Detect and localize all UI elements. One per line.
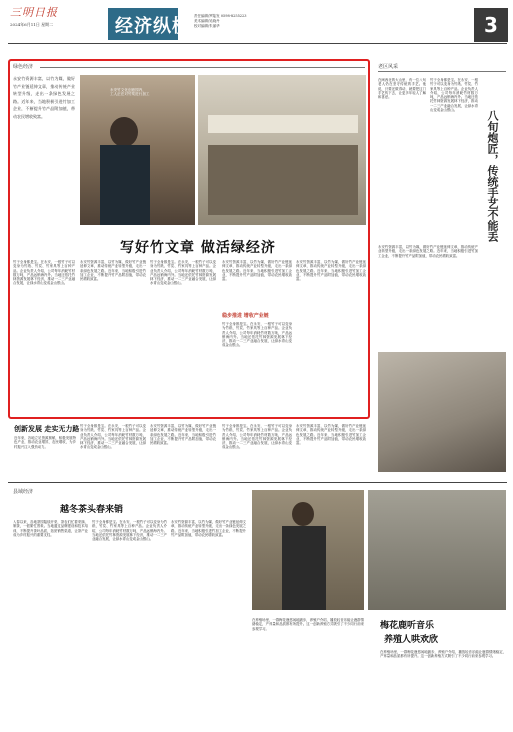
right-section-label: 老区风采 <box>378 64 399 70</box>
lower-text-3: 永安竹资源丰富，以竹为媒，做好竹产业链延伸文章，推动传统产业转型升级，走出一条绿色发展之路。近年来，当地积极引进竹加工企业，不断提升竹产品附加值，带动农民增收致富。 <box>171 520 246 537</box>
editor-line-2: 美术编辑/吴晓丹 <box>194 19 220 23</box>
right-vertical-title: 八旬炮匠，传统手艺不能丢 <box>486 110 499 242</box>
story1-text-4: 竹子全身都是宝。在永安，一根竹子可以变身为竹纸、竹炭、竹家具等上百种产品。企业负责人介绍，公司每年消耗竹材数万吨，产品远销海内外。当地还依托竹林资源发展林下经济，推动一二三产业融合发展，让绿水青山变成金山银山。 <box>222 424 292 450</box>
body-col-3: 竹子全身都是宝。在永安，一根竹子可以变身为竹纸、竹炭、竹家具等上百种产品。企业负责人介绍，公司每年消耗竹材数万吨，产品远销海内外。当地还依托竹林资源发展林下经济，推动一二三产业融合发展，让绿水青山变成金山银山。 <box>150 260 216 286</box>
lower-photo-deer <box>368 490 506 610</box>
right-lower-headline-2: 养殖人哄欢欣 <box>384 635 439 645</box>
lower-headline: 越冬茶头春来销 <box>60 505 124 515</box>
story1-text-2: 竹子全身都是宝。在永安，一根竹子可以变身为竹纸、竹炭、竹家具等上百种产品。企业负责人介绍，公司每年消耗竹材数万吨，产品远销海内外。当地还依托竹林资源发展林下经济，推动一二三产业融合发展，让绿水青山变成金山银山。 <box>80 424 146 450</box>
issue-date: 2024年6月11日 星期二 <box>10 22 54 27</box>
lower-text-2: 竹子全身都是宝。在永安，一根竹子可以变身为竹纸、竹炭、竹家具等上百种产品。企业负责人介绍，公司每年消耗竹材数万吨，产品远销海内外。当地还依托竹林资源发展林下经济，推动一二三产业融合发展，让绿水青山变成金山银山。 <box>92 520 167 542</box>
lower-text-1: 入春以来，各地茶园陆续开采，茶农们忙着采摘、制茶，一派繁忙景象。当地通过品牌建设和技术培训，不断提升茶叶品质，拓宽销售渠道，让茶产业成为乡村振兴的重要支柱。 <box>13 520 88 537</box>
lower-divider <box>8 482 507 483</box>
page-number: 3 <box>474 8 508 42</box>
lower-section-label: 县域经济 <box>13 489 34 495</box>
body-col-1: 竹子全身都是宝。在永安，一根竹子可以变身为竹纸、竹炭、竹家具等上百种产品。企业负责人介绍，公司每年消耗竹材数万吨，产品远销海内外。当地还依托竹林资源发展林下经济，推动一二三产业融合发展，让绿水青山变成金山银山。 <box>13 260 75 286</box>
sub-headline: 稳步推进 增收产业链 <box>222 313 269 319</box>
editor-line-3: 校对编辑/朱丽华 <box>194 24 220 28</box>
photo-caption: 永安竹文化创意园内， 工人正在对竹浆进行加工 <box>110 88 150 97</box>
right-lower-headline-1: 梅花鹿听音乐 <box>380 621 435 631</box>
right-lower-text-2: 在养殖场里，一群梅花鹿悠闲地踱步，养殖户介绍，播放轻音乐能让鹿群情绪稳定，产茸量和品质都有所提升。这一创新养殖方式吸引了不少同行前来参观学习。 <box>380 650 506 659</box>
lower-photo-body <box>282 526 326 610</box>
right-text-1: 在闽西北的大山里，有一位八旬老人仍在坚守传统的手艺。他说，只要还做得动，就要把这门手艺传下去，让更多年轻人了解和喜爱。 <box>378 78 426 100</box>
lower-photo-farmer <box>252 490 364 610</box>
editor-line-1: 责任编辑/罗陆发 0598-8255223 <box>194 14 247 18</box>
body-col-2: 永安竹资源丰富，以竹为媒，做好竹产业链延伸文章，推动传统产业转型升级，走出一条绿色发展之路。近年来，当地积极引进竹加工企业，不断提升竹产品附加值，带动农民增收致富。 <box>80 260 146 282</box>
right-text-3: 永安竹资源丰富，以竹为媒，做好竹产业链延伸文章，推动传统产业转型升级，走出一条绿色发展之路。近年来，当地积极引进竹加工企业，不断提升竹产品附加值，带动农民增收致富。 <box>378 245 478 258</box>
story1-text-3: 永安竹资源丰富，以竹为媒，做好竹产业链延伸文章，推动传统产业转型升级，走出一条绿色发展之路。近年来，当地积极引进竹加工企业，不断提升竹产品附加值，带动农民增收致富。 <box>150 424 216 446</box>
body-col-4-top: 永安竹资源丰富，以竹为媒，做好竹产业链延伸文章，推动传统产业转型升级，走出一条绿色发展之路。近年来，当地积极引进竹加工企业，不断提升竹产品附加值，带动农民增收致富。 <box>222 260 292 282</box>
story1-title: 创新发展 走实无力路 <box>14 425 80 433</box>
story1-text: 近年来，各地立足资源禀赋，积极发展特色产业，推动农业增效、农民增收，为乡村振兴注入强劲动力。 <box>14 436 76 449</box>
hotline: 0598-8255223 <box>220 14 247 18</box>
section-banner-title: 经济纵横 <box>115 16 191 37</box>
lead-text: 永安竹资源丰富，以竹为媒，做好竹产业链延伸文章，推动传统产业转型升级，走出一条绿色发展之路。近年来，当地积极引进竹加工企业，不断提升竹产品附加值，带动农民增收致富。 <box>13 76 75 119</box>
right-lower-text-1: 在养殖场里，一群梅花鹿悠闲地踱步，养殖户介绍，播放轻音乐能让鹿群情绪稳定，产茸量和品质都有所提升。这一创新养殖方式吸引了不少同行前来参观学习。 <box>252 618 364 631</box>
right-section-rule <box>378 71 506 72</box>
highlight-box <box>8 59 370 419</box>
right-text-2: 竹子全身都是宝。在永安，一根竹子可以变身为竹纸、竹炭、竹家具等上百种产品。企业负责人介绍，公司每年消耗竹材数万吨，产品远销海内外。当地还依托竹林资源发展林下经济，推动一二三产业融合发展，让绿水青山变成金山银山。 <box>430 78 478 113</box>
right-photo <box>378 352 506 472</box>
editors-credits <box>194 14 324 29</box>
story1-text-5: 永安竹资源丰富，以竹为媒，做好竹产业链延伸文章，推动传统产业转型升级，走出一条绿色发展之路。近年来，当地积极引进竹加工企业，不断提升竹产品附加值，带动农民增收致富。 <box>296 424 366 446</box>
body-col-5: 永安竹资源丰富，以竹为媒，做好竹产业链延伸文章，推动传统产业转型升级，走出一条绿色发展之路。近年来，当地积极引进竹加工企业，不断提升竹产品附加值，带动农民增收致富。 <box>296 260 366 282</box>
header-rule <box>8 43 507 44</box>
body-col-4-bottom: 竹子全身都是宝。在永安，一根竹子可以变身为竹纸、竹炭、竹家具等上百种产品。企业负责人介绍，公司每年消耗竹材数万吨，产品远销海内外。当地还依托竹林资源发展林下经济，推动一二三产业融合发展，让绿水青山变成金山银山。 <box>222 322 292 348</box>
main-headline: 写好竹文章 做活绿经济 <box>120 240 276 256</box>
newspaper-logo: 三明日报 <box>10 6 58 19</box>
lower-photo-head <box>292 502 314 526</box>
section-label-green: 绿色经济 <box>13 64 34 70</box>
